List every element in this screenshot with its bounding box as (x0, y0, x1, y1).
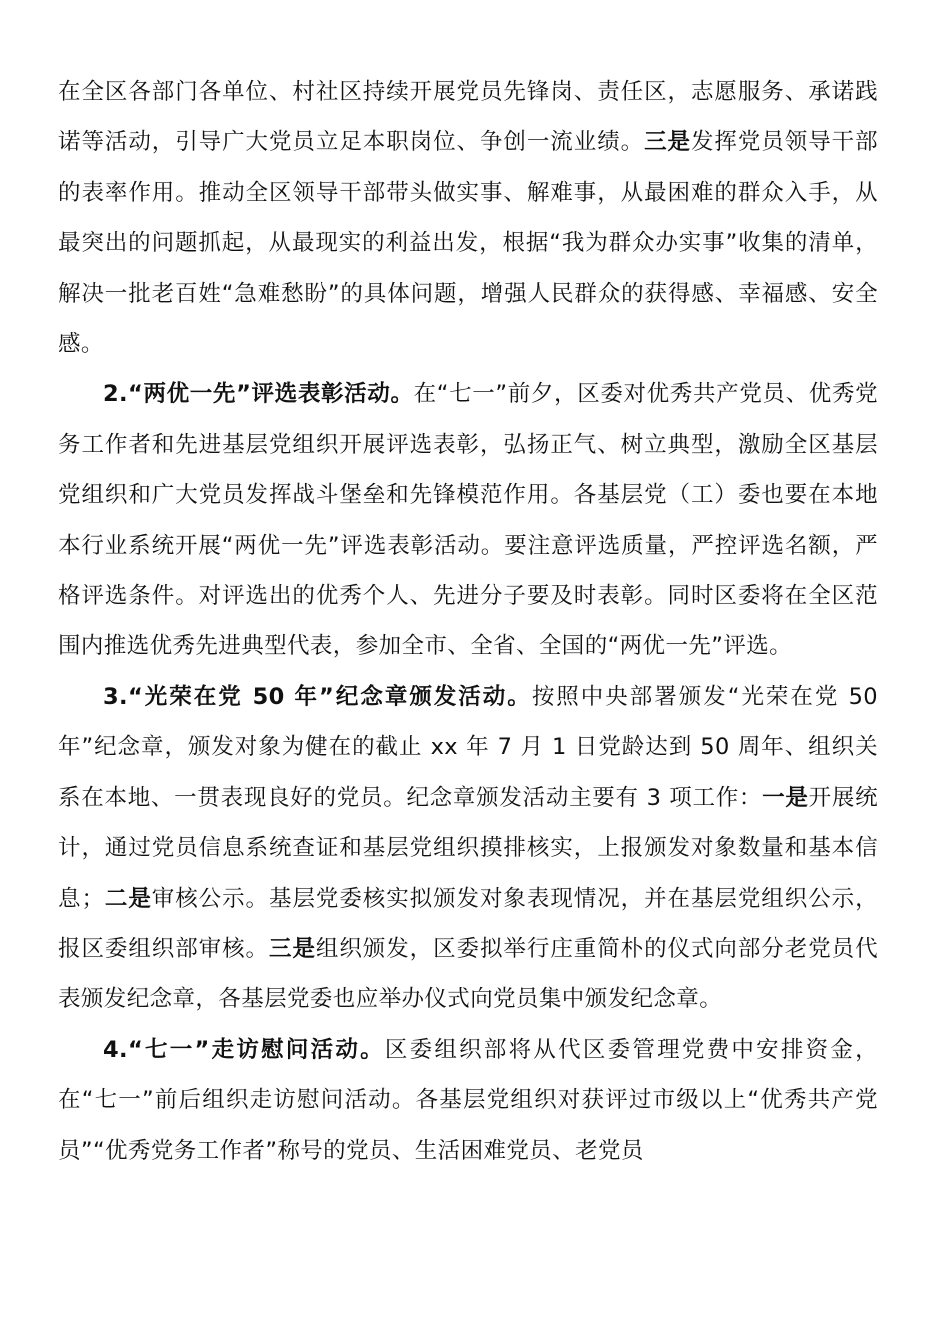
paragraph-1 (58, 67, 878, 369)
paragraph-text: 按照中央部署颁发“光荣在党 50 年”纪念章，颁发对象为健在的截止 xx 年 7 月 1 日党龄达到 50 周年、组织关系在本地、一贯表现良好的党员。纪念章颁发活动主要有 3 项工作： (58, 683, 879, 811)
section-heading: 4.“七一”走访慰问活动。 (103, 1036, 385, 1063)
paragraph-text: 区委组织部将从代区委管理党费中安排资金，在“七一”前后组织走访慰问活动。各基层党组织对获评过市级以上“优秀共产党员”“优秀党务工作者”称号的党员、生活困难党员、老党员 (58, 1036, 878, 1164)
bold-keyword: 三是 (269, 935, 316, 962)
bold-keyword: 三是 (644, 129, 691, 156)
section-heading: 3.“光荣在党 50 年”纪念章颁发活动。 (103, 683, 532, 710)
paragraph-text: 组织颁发，区委拟举行庄重简朴的仪式向部分老党员代表颁发纪念章，各基层党委也应举办仪式向党员集中颁发纪念章。 (58, 935, 878, 1013)
paragraph-text: 在“七一”前夕，区委对优秀共产党员、优秀党务工作者和先进基层党组织开展评选表彰，弘扬正气、树立典型，激励全区基层党组织和广大党员发挥战斗堡垒和先锋模范作用。各基层党（工）委也要在本地本行业系统开展“两优一先”评选表彰活动。要注意评选质量，严控评选名额，严格评选条件。对评选出的优秀个人、先进分子要及时表彰。同时区委将在全区范围内推选优秀先进典型代表，参加全市、全省、全国的“两优一先”评选。 (58, 381, 879, 660)
paragraph-3 (58, 672, 878, 1025)
paragraph-text: 发挥党员领导干部的表率作用。推动全区领导干部带头做实事、解难事，从最困难的群众入手，从最突出的问题抓起，从最现实的利益出发，根据“我为群众办实事”收集的清单，解决一批老百姓“急难愁盼”的具体问题，增强人民群众的获得感、幸福感、安全感。 (58, 129, 878, 358)
document-page (58, 67, 878, 1176)
section-heading: 2.“两优一先”评选表彰活动。 (103, 381, 414, 408)
paragraph-text: 在全区各部门各单位、村社区持续开展党员先锋岗、责任区，志愿服务、承诺践诺等活动，引导广大党员立足本职岗位、争创一流业绩。 (58, 79, 878, 156)
paragraph-2 (58, 369, 878, 671)
paragraph-4 (58, 1025, 878, 1176)
bold-keyword: 二是 (104, 885, 152, 912)
paragraph-text: 开展统计，通过党员信息系统查证和基层党组织摸排核实，上报颁发对象数量和基本信息； (58, 784, 879, 912)
bold-keyword: 一是 (762, 784, 809, 811)
paragraph-text: 审核公示。基层党委核实拟颁发对象表现情况，并在基层党组织公示，报区委组织部审核。 (58, 885, 878, 962)
